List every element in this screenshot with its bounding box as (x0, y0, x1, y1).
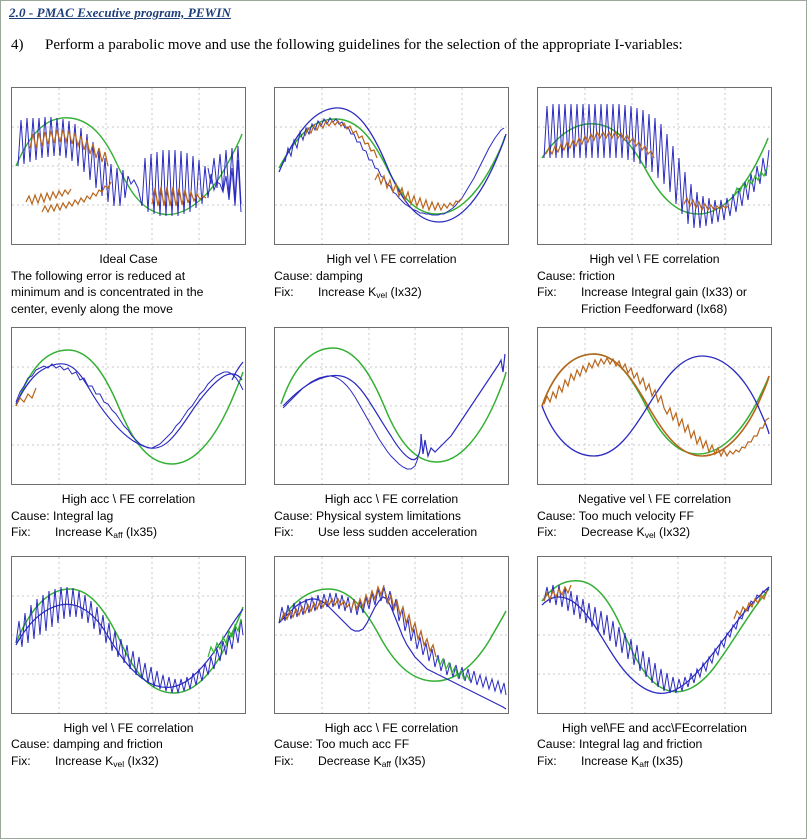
plot-high-vel-damping (274, 87, 509, 245)
caption-high-vel-friction (537, 251, 785, 317)
caption-fix (537, 524, 785, 544)
caption-fix-sub: vel (376, 290, 388, 301)
figure-cell-too-much-acc-ff (274, 556, 537, 773)
caption-desc-line-3: center, evenly along the move (11, 301, 173, 316)
figure-cell-high-acc-integral-lag (11, 327, 274, 544)
caption-ideal-case (11, 251, 259, 317)
caption-fix-tail: (Ix32) (124, 753, 159, 768)
caption-fix-label: Fix: (537, 525, 557, 539)
figure-cell-high-vel-damping (274, 87, 537, 317)
caption-fix (537, 753, 785, 773)
caption-fix (274, 753, 522, 773)
figure-row-1 (11, 87, 801, 317)
caption-integral-lag-friction (537, 720, 785, 773)
caption-fix-text: Increase K (318, 285, 377, 299)
caption-fix-sub: aff (639, 758, 649, 769)
caption-fix (11, 524, 259, 544)
caption-fix-text: Decrease K (581, 525, 645, 539)
page-header: 2.0 - PMAC Executive program, PEWIN (9, 5, 231, 20)
caption-fix-label: Fix: (537, 753, 557, 768)
figure-cell-integral-lag-friction (537, 556, 800, 773)
caption-cause: Cause: Physical system limitations (274, 508, 461, 523)
caption-too-much-acc-ff (274, 720, 522, 773)
caption-fix-text: Use less sudden acceleration (318, 525, 478, 539)
caption-fix-extra-text: Friction Feedforward (Ix68) (581, 301, 728, 316)
caption-fix-text: Increase K (55, 753, 114, 768)
caption-title: High acc \ FE correlation (324, 720, 459, 735)
figure-row-3 (11, 556, 801, 773)
caption-fix-sub: aff (381, 758, 391, 769)
caption-title: High acc \ FE correlation (61, 492, 196, 506)
caption-fix-text: Decrease K (318, 753, 382, 768)
caption-title: High vel \ FE correlation (326, 252, 457, 266)
caption-title: Negative vel \ FE correlation (577, 492, 732, 506)
caption-cause: Cause: damping (274, 268, 363, 283)
caption-fix-extra (537, 301, 785, 318)
figure-cell-ideal-case (11, 87, 274, 317)
caption-cause: Cause: Integral lag (11, 508, 114, 523)
caption-fix (274, 524, 522, 541)
figure-row-2 (11, 327, 801, 544)
figure-cell-negative-vel (537, 327, 800, 544)
caption-high-vel-damping (274, 251, 522, 304)
intro-text: Perform a parabolic move and use the following guidelines for the selection of the appropriate I-variables: (45, 37, 683, 53)
figure-cell-high-acc-physical-limits (274, 327, 537, 544)
plot-integral-lag-friction (537, 556, 772, 714)
caption-fix-label: Fix: (537, 285, 557, 299)
caption-desc-line-1: The following error is reduced at (11, 268, 186, 283)
intro-number: 4) (11, 37, 24, 53)
caption-fix-tail: (Ix35) (390, 753, 426, 768)
caption-title: High vel \ FE correlation (589, 252, 720, 266)
figure-cell-damping-friction (11, 556, 274, 773)
caption-cause: Cause: damping and friction (11, 737, 163, 752)
caption-fix-text: Increase Integral gain (Ix33) or (581, 285, 747, 299)
caption-fix-label: Fix: (274, 525, 294, 539)
caption-cause: Cause: Too much velocity FF (537, 508, 694, 523)
caption-negative-vel (537, 491, 785, 544)
caption-title: High vel \ FE correlation (63, 720, 194, 735)
caption-fix-label: Fix: (11, 525, 31, 539)
caption-fix (537, 284, 785, 301)
plot-high-vel-friction (537, 87, 772, 245)
caption-fix-text: Increase K (581, 753, 640, 768)
caption-cause: Cause: Integral lag and friction (537, 737, 703, 752)
intro-paragraph (11, 37, 683, 54)
caption-fix (11, 753, 259, 773)
caption-fix-label: Fix: (274, 753, 294, 768)
caption-damping-friction (11, 720, 259, 773)
caption-fix-text: Increase K (55, 525, 114, 539)
caption-title: High vel\FE and acc\FEcorrelation (562, 720, 747, 735)
caption-desc-line-2: minimum and is concentrated in the (11, 285, 204, 299)
caption-fix-tail: (Ix35) (122, 525, 158, 539)
caption-fix-sub: vel (113, 758, 125, 769)
caption-fix-label: Fix: (11, 753, 31, 768)
plot-negative-vel (537, 327, 772, 485)
caption-high-acc-integral-lag (11, 491, 259, 544)
plot-too-much-acc-ff (274, 556, 509, 714)
plot-ideal-case (11, 87, 246, 245)
figure-grid (11, 87, 801, 772)
caption-fix-label: Fix: (274, 285, 294, 299)
figure-cell-high-vel-friction (537, 87, 800, 317)
plot-damping-friction (11, 556, 246, 714)
caption-title: High acc \ FE correlation (324, 492, 459, 506)
caption-fix-tail: (Ix35) (648, 753, 684, 768)
caption-fix-tail: (Ix32) (387, 285, 422, 299)
caption-cause: Cause: Too much acc FF (274, 737, 410, 752)
caption-fix-sub: aff (113, 530, 123, 541)
plot-high-acc-integral-lag (11, 327, 246, 485)
caption-cause: Cause: friction (537, 268, 615, 283)
plot-high-acc-physical-limits (274, 327, 509, 485)
caption-fix-sub: vel (644, 530, 656, 541)
caption-fix-tail: (Ix32) (655, 525, 691, 539)
caption-high-acc-physical-limits (274, 491, 522, 541)
caption-title: Ideal Case (99, 252, 158, 266)
caption-fix (274, 284, 522, 304)
